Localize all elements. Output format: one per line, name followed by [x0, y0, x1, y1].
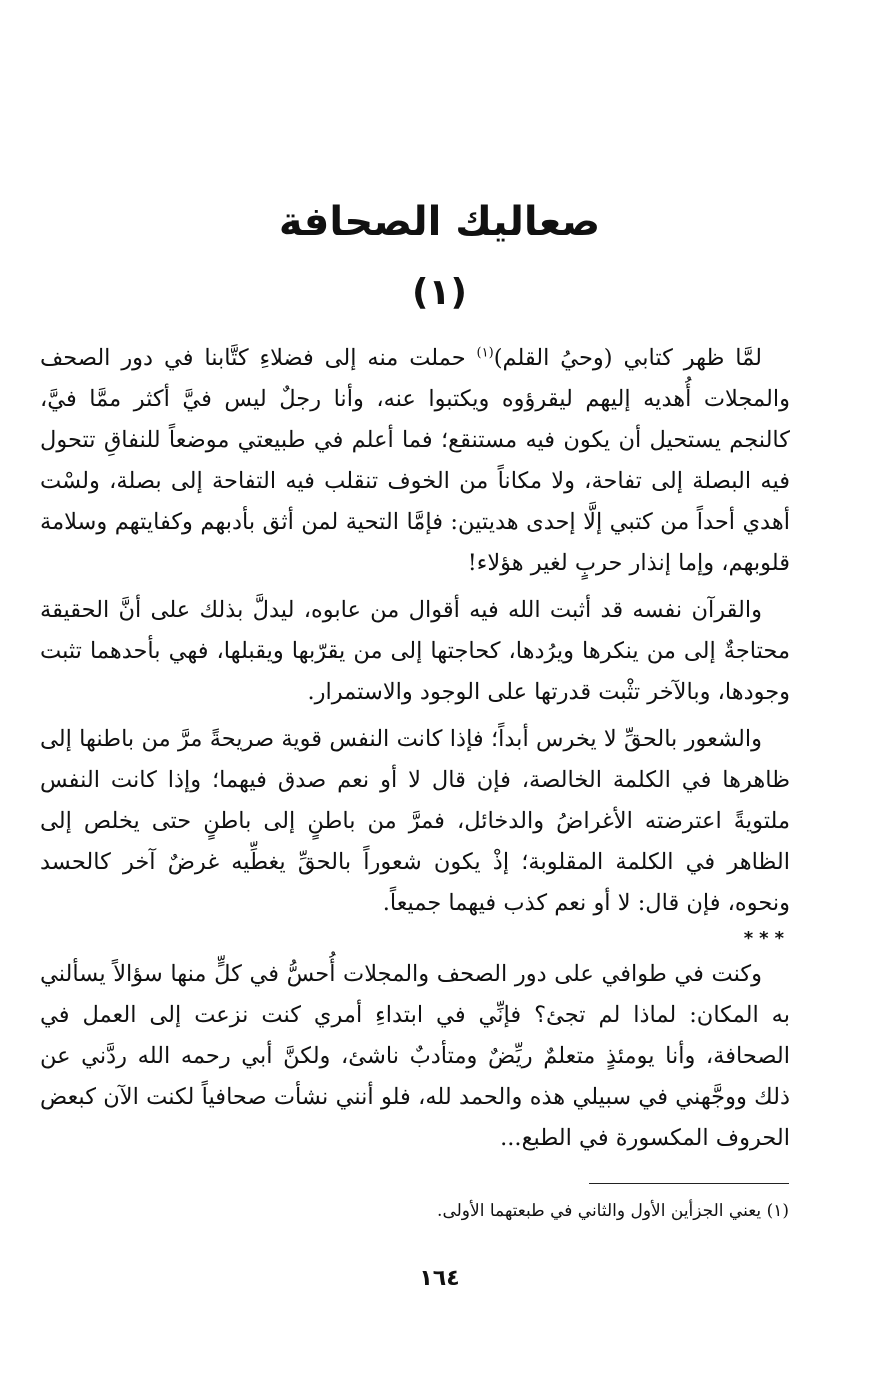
paragraph-1-opening: لمَّا ظهر كتابي (وحيُ القلم): [493, 345, 763, 371]
paragraph-2: والقرآن نفسه قد أثبت الله فيه أقوال من عابوه، ليدلَّ بذلك على أنَّ الحقيقة محتاجةٌ إلى من ينكرها ويرُدها، كحاجتها إلى من يقرّبها ويقبلها، فهي بأحدهما تثبت وجودها، وبالآخر تثْبت قدرتها على الوجود والاستمرار.: [40, 597, 790, 705]
footnote: (١) يعني الجزأين الأول والثاني في طبعتهما الأولى.: [437, 1201, 789, 1221]
part-number: (١): [412, 272, 467, 313]
page-number: ١٦٤: [419, 1266, 460, 1291]
body-text: [40, 338, 790, 1159]
paragraph-1-rest: حملت منه إلى فضلاءِ كتَّابنا في دور الصحف والمجلات أُهديه إليهم ليقرؤوه ويكتبوا عنه، وأنا رجلٌ ليس فيَّ أكثر ممَّا فيَّ، كالنجم يستحيل أن يكون فيه مستنقع؛ فما أعلم في طبيعتي موضعاً للنفاقِ تتحول فيه البصلة إلى تفاحة، ولا مكاناً من الخوف تنقلب فيه التفاحة إلى بصلة، ولسْت أهدي أحداً من كتبي إلَّا إحدى هديتين: فإمَّا التحية لمن أثق بأدبهم وكفايتهم وسلامة قلوبهم، وإما إنذار حربٍ لغير هؤلاء!: [40, 345, 790, 576]
chapter-title: صعاليك الصحافة: [278, 199, 601, 245]
footnote-divider: [589, 1183, 789, 1184]
section-separator: ***: [743, 928, 790, 949]
paragraph-4: وكنت في طوافي على دور الصحف والمجلات أُحسُّ في كلٍّ منها سؤالاً يسألني به المكان: لماذا لم تجئ؟ فإنِّي في ابتداءِ أمري كنت نزعت إلى العمل في الصحافة، وأنا يومئذٍ متعلمٌ ريِّضٌ ومتأدبٌ ناشئ، ولكنَّ أبي رحمه الله ردَّني عن ذلك ووجَّهني في سبيلي هذه والحمد لله، فلو أنني نشأت صحافياً لكنت الآن كبعض الحروف المكسورة في الطبع...: [40, 961, 790, 1151]
paragraph-3: والشعور بالحقِّ لا يخرس أبداً؛ فإذا كانت النفس قوية صريحةً مرَّ من باطنها إلى ظاهرها في الكلمة الخالصة، فإن قال لا أو نعم صدق فيهما؛ وإذا كانت النفس ملتويةً اعترضته الأغراضُ والدخائل، فمرَّ من باطنٍ إلى باطنٍ حتى يخلص إلى الظاهر في الكلمة المقلوبة؛ إذْ يكون شعوراً بالحقِّ يغطِّيه غرضٌ آخر كالحسد ونحوه، فإن قال: لا أو نعم كذب فيهما جميعاً.: [40, 726, 790, 916]
footnote-reference: (١): [476, 345, 494, 361]
paragraph-1: [40, 338, 790, 584]
